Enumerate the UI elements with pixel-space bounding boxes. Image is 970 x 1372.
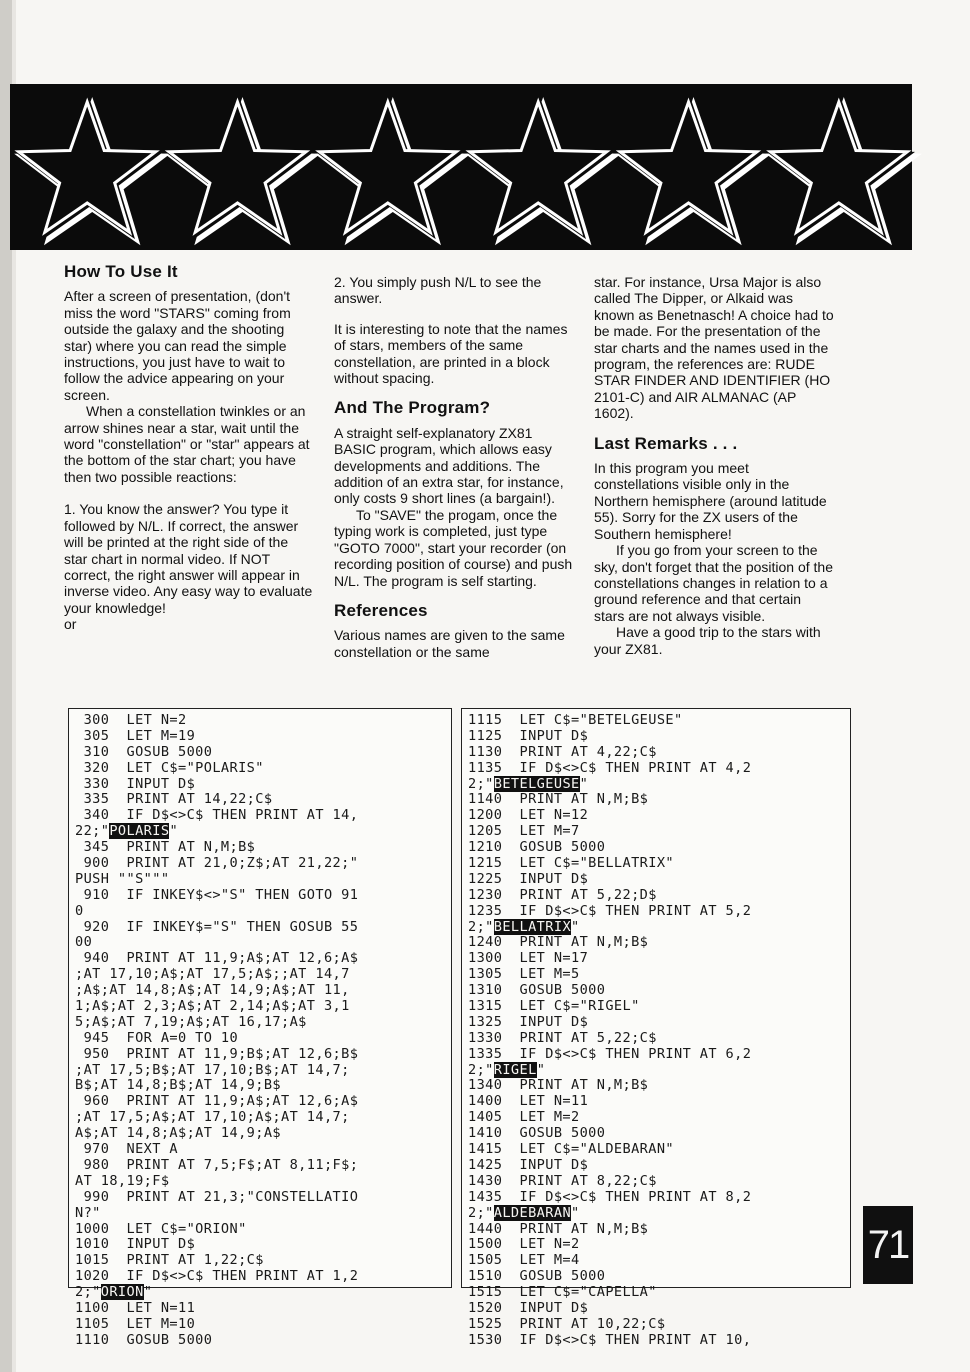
code-line <box>468 1222 850 1238</box>
code-line <box>75 856 451 872</box>
code-text: 990 PRINT AT 21,3;"CONSTELLATIO <box>75 1188 359 1205</box>
code-text: " <box>143 1284 153 1301</box>
code-text: 940 PRINT AT 11,9;A$;AT 12,6;A$ <box>75 950 359 967</box>
code-text: AT 18,19;F$ <box>75 1172 170 1189</box>
code-text: 1400 LET N=11 <box>468 1093 589 1110</box>
code-text: 1315 LET C$="RIGEL" <box>468 998 640 1015</box>
code-line <box>468 967 850 983</box>
code-text: 345 PRINT AT N,M;B$ <box>75 839 256 856</box>
star-icon <box>315 97 471 245</box>
heading-and-the-program: And The Program? <box>334 398 491 418</box>
code-text: 2;" <box>468 1061 494 1078</box>
code-line <box>468 999 850 1015</box>
code-line <box>468 1174 850 1190</box>
star-icon <box>14 97 170 245</box>
code-line <box>75 872 451 888</box>
code-line <box>75 1269 451 1285</box>
code-line <box>468 856 850 872</box>
code-line <box>468 1285 850 1301</box>
code-text: 00 <box>75 934 93 951</box>
code-line <box>468 808 850 824</box>
star-banner-graphic <box>10 84 912 250</box>
code-line <box>468 951 850 967</box>
code-text: 1330 PRINT AT 5,22;C$ <box>468 1029 657 1046</box>
code-text: 1200 LET N=12 <box>468 807 589 824</box>
code-line <box>468 1094 850 1110</box>
code-text: N?" <box>75 1204 101 1221</box>
code-text: 320 LET C$="POLARIS" <box>75 759 264 776</box>
code-line <box>75 1237 451 1253</box>
code-text: 5;A$;AT 7,19;A$;AT 16,17;A$ <box>75 1013 307 1030</box>
heading-last-remarks: Last Remarks . . . <box>594 433 738 453</box>
code-line <box>75 1206 451 1222</box>
code-text: 970 NEXT A <box>75 1141 179 1158</box>
paragraph: Various names are given to the same constellation or the same <box>334 627 565 660</box>
paragraph: 2. You simply push N/L to see the answer. <box>334 274 542 307</box>
paragraph: A straight self-explanatory ZX81 BASIC program, which allows easy developments and additions. The addition of an extra star, for instance, only costs 9 short lines (a bargain!). <box>334 424 564 507</box>
code-line <box>468 792 850 808</box>
code-text: 1020 IF D$<>C$ THEN PRINT AT 1,2 <box>75 1268 359 1285</box>
paragraph: After a screen of presentation, (don't miss the word "STARS" coming from outside the galaxy and the shooting star) where you can read the simple instructions, you just have to wait to follow the advice appearing on your screen. <box>64 288 291 403</box>
code-line <box>468 1142 850 1158</box>
code-text: 22;" <box>75 823 110 840</box>
code-line <box>75 840 451 856</box>
code-line <box>468 1333 850 1349</box>
code-text: 1505 LET M=4 <box>468 1252 580 1269</box>
code-line <box>75 920 451 936</box>
code-line <box>468 713 850 729</box>
code-text: ;AT 17,5;B$;AT 17,10;B$;AT 14,7; <box>75 1061 350 1078</box>
code-text: 1415 LET C$="ALDEBARAN" <box>468 1141 675 1158</box>
code-line <box>75 1094 451 1110</box>
code-text: 1235 IF D$<>C$ THEN PRINT AT 5,2 <box>468 902 752 919</box>
inverse-video-text: RIGEL <box>493 1061 537 1078</box>
code-text: 1300 LET N=17 <box>468 950 589 967</box>
code-text: 310 GOSUB 5000 <box>75 743 213 760</box>
code-line <box>468 1031 850 1047</box>
paragraph: When a constellation twinkles or an arrow shines near a star, wait until the word "constellation" or "star" appears at the bottom of the star chart; you have then two possible reactions: <box>64 403 310 485</box>
code-text: 0 <box>75 902 84 919</box>
code-text: B$;AT 14,8;B$;AT 14,9;B$ <box>75 1077 282 1094</box>
code-line <box>468 1047 850 1063</box>
code-line <box>75 1126 451 1142</box>
code-line <box>468 1078 850 1094</box>
code-line <box>75 1015 451 1031</box>
code-text: 1115 LET C$="BETELGEUSE" <box>468 712 683 728</box>
code-text: 910 IF INKEY$<>"S" THEN GOTO 91 <box>75 886 359 903</box>
code-text: A$;AT 14,8;A$;AT 14,9;A$ <box>75 1125 282 1142</box>
page-number: 71 <box>863 1206 913 1284</box>
code-line <box>468 1158 850 1174</box>
code-line <box>468 1110 850 1126</box>
code-text: 1110 GOSUB 5000 <box>75 1331 213 1348</box>
code-text: 1405 LET M=2 <box>468 1109 580 1126</box>
code-line <box>468 1015 850 1031</box>
code-line <box>468 1063 850 1079</box>
code-text: 1335 IF D$<>C$ THEN PRINT AT 6,2 <box>468 1045 752 1062</box>
code-line <box>75 777 451 793</box>
code-text: 2;" <box>468 775 494 792</box>
column-program <box>334 264 574 660</box>
code-line <box>468 729 850 745</box>
paragraph: It is interesting to note that the names of stars, members of the same constellation, are printed in a block without spacing. <box>334 320 568 387</box>
code-text: 305 LET M=19 <box>75 727 196 744</box>
code-line <box>468 1237 850 1253</box>
star-icon <box>616 97 772 245</box>
code-text: 1310 GOSUB 5000 <box>468 982 606 999</box>
code-text: 1340 PRINT AT N,M;B$ <box>468 1077 649 1094</box>
paragraph: star. For instance, Ursa Major is also called The Dipper, or Alkaid was known as Benetnasch! A choice had to be made. For the presentation of the star charts and the names used in the program, the references are: RUDE STAR FINDER AND IDENTIFIER (HO 2101-C) and AIR ALMANAC (AP 1602). <box>594 274 834 422</box>
code-line <box>468 888 850 904</box>
code-line <box>75 1301 451 1317</box>
code-line <box>75 729 451 745</box>
code-line <box>468 777 850 793</box>
code-text: 1440 PRINT AT N,M;B$ <box>468 1220 649 1237</box>
code-text: 1125 INPUT D$ <box>468 727 589 744</box>
code-text: 1010 INPUT D$ <box>75 1236 196 1253</box>
code-line <box>468 1190 850 1206</box>
code-text: " <box>579 775 589 792</box>
code-line <box>75 904 451 920</box>
paragraph: To "SAVE" the progam, once the typing work is completed, just type "GOTO 7000", start your recorder (on recording position of course) and push N/L. The program is self starting. <box>334 506 573 589</box>
code-line <box>75 1317 451 1333</box>
code-text: ;AT 17,5;A$;AT 17,10;A$;AT 14,7; <box>75 1109 350 1126</box>
code-text: 1140 PRINT AT N,M;B$ <box>468 791 649 808</box>
code-text: 1100 LET N=11 <box>75 1299 196 1316</box>
code-text: 1410 GOSUB 5000 <box>468 1125 606 1142</box>
code-text: PUSH ""S""" <box>75 870 170 887</box>
star-icon <box>766 97 922 245</box>
code-line <box>75 824 451 840</box>
code-line <box>75 999 451 1015</box>
code-line <box>75 1190 451 1206</box>
code-line <box>75 1110 451 1126</box>
code-line <box>75 1158 451 1174</box>
code-line <box>75 1174 451 1190</box>
code-line <box>75 1142 451 1158</box>
code-text: 950 PRINT AT 11,9;B$;AT 12,6;B$ <box>75 1045 359 1062</box>
code-text: 1;A$;AT 2,3;A$;AT 2,14;A$;AT 3,1 <box>75 998 350 1015</box>
code-text: 945 FOR A=0 TO 10 <box>75 1029 239 1046</box>
code-text: " <box>169 823 179 840</box>
code-line <box>468 1253 850 1269</box>
code-line <box>75 792 451 808</box>
code-text: 1000 LET C$="ORION" <box>75 1220 247 1237</box>
code-line <box>75 808 451 824</box>
code-text: 1520 INPUT D$ <box>468 1299 589 1316</box>
program-listing-left <box>68 708 452 1348</box>
code-text: " <box>536 1061 546 1078</box>
code-text: 1305 LET M=5 <box>468 966 580 983</box>
paragraph: 1. You know the answer? You type it followed by N/L. If correct, the answer will be printed at the right side of the star chart in normal video. If NOT correct, the right answer will appear in inverse video. Any easy way to evaluate your knowledge! <box>64 501 313 616</box>
code-text: 1510 GOSUB 5000 <box>468 1268 606 1285</box>
code-text: 1425 INPUT D$ <box>468 1156 589 1173</box>
code-text: 330 INPUT D$ <box>75 775 196 792</box>
code-line <box>468 872 850 888</box>
code-line <box>468 824 850 840</box>
code-line <box>75 745 451 761</box>
code-text: 1230 PRINT AT 5,22;D$ <box>468 886 657 903</box>
code-line <box>75 1253 451 1269</box>
code-text: 920 IF INKEY$="S" THEN GOSUB 55 <box>75 918 359 935</box>
star-icon <box>165 97 321 245</box>
code-line <box>75 1222 451 1238</box>
code-text: 2;" <box>468 1204 494 1221</box>
code-line <box>468 904 850 920</box>
code-line <box>75 983 451 999</box>
code-text: 1325 INPUT D$ <box>468 1013 589 1030</box>
code-line <box>468 983 850 999</box>
code-text: ;A$;AT 14,8;A$;AT 14,9;A$;AT 11, <box>75 982 350 999</box>
heading-how-to-use: How To Use It <box>64 262 178 281</box>
code-line <box>75 713 451 729</box>
code-line <box>468 920 850 936</box>
code-text: 1105 LET M=10 <box>75 1315 196 1332</box>
inverse-video-text: ORION <box>100 1284 144 1301</box>
code-text: " <box>571 918 580 935</box>
code-line <box>75 1063 451 1079</box>
code-text: 1525 PRINT AT 10,22;C$ <box>468 1315 666 1332</box>
code-line <box>468 1301 850 1317</box>
code-line <box>75 967 451 983</box>
star-banner <box>10 84 912 250</box>
code-line <box>75 1333 451 1349</box>
code-text: " <box>571 1204 580 1221</box>
code-text: 1205 LET M=7 <box>468 823 580 840</box>
code-text: 1530 IF D$<>C$ THEN PRINT AT 10, <box>468 1331 752 1348</box>
paragraph: In this program you meet constellations visible only in the Northern hemisphere (around latitude 55). Sorry for the ZX users of the Southern hemisphere! <box>594 460 827 542</box>
code-text: 960 PRINT AT 11,9;A$;AT 12,6;A$ <box>75 1093 359 1110</box>
star-icon <box>465 97 621 245</box>
code-text: 1515 LET C$="CAPELLA" <box>468 1284 657 1301</box>
code-line <box>75 1285 451 1301</box>
code-text: 340 IF D$<>C$ THEN PRINT AT 14, <box>75 807 359 824</box>
code-text: 900 PRINT AT 21,0;Z$;AT 21,22;" <box>75 855 359 872</box>
code-text: 1500 LET N=2 <box>468 1236 580 1253</box>
code-text: 1215 LET C$="BELLATRIX" <box>468 855 675 872</box>
code-text: ;AT 17,10;A$;AT 17,5;A$;;AT 14,7 <box>75 966 350 983</box>
paragraph: Have a good trip to the stars with your ZX81. <box>594 624 821 657</box>
code-line <box>468 935 850 951</box>
code-text: 2;" <box>75 1284 101 1301</box>
code-line <box>468 1126 850 1142</box>
code-line <box>468 1206 850 1222</box>
code-line <box>75 1031 451 1047</box>
code-text: 2;" <box>468 918 494 935</box>
code-line <box>75 1047 451 1063</box>
code-text: 1135 IF D$<>C$ THEN PRINT AT 4,2 <box>468 759 752 776</box>
paragraph: If you go from your screen to the sky, don't forget that the position of the constellations changes in relation to a ground reference and that certain stars are not always visible. <box>594 542 834 624</box>
code-line <box>468 840 850 856</box>
inverse-video-text: BELLATRIX <box>493 918 572 935</box>
code-text: 300 LET N=2 <box>75 712 187 728</box>
code-text: 1435 IF D$<>C$ THEN PRINT AT 8,2 <box>468 1188 752 1205</box>
column-how-to-use <box>64 264 314 633</box>
code-line <box>75 935 451 951</box>
code-line <box>468 761 850 777</box>
inverse-video-text: BETELGEUSE <box>493 775 580 792</box>
code-text: 1240 PRINT AT N,M;B$ <box>468 934 649 951</box>
code-text: 980 PRINT AT 7,5;F$;AT 8,11;F$; <box>75 1156 359 1173</box>
code-line <box>468 745 850 761</box>
code-text: 1130 PRINT AT 4,22;C$ <box>468 743 657 760</box>
code-line <box>75 1078 451 1094</box>
code-text: 1430 PRINT AT 8,22;C$ <box>468 1172 657 1189</box>
code-text: 1210 GOSUB 5000 <box>468 839 606 856</box>
program-listing-right <box>461 708 851 1348</box>
code-text: 1015 PRINT AT 1,22;C$ <box>75 1252 264 1269</box>
column-remarks <box>594 264 834 657</box>
code-text: 1225 INPUT D$ <box>468 870 589 887</box>
paragraph: or <box>64 616 77 633</box>
code-text: 335 PRINT AT 14,22;C$ <box>75 791 273 808</box>
code-line <box>75 761 451 777</box>
inverse-video-text: ALDEBARAN <box>493 1204 572 1221</box>
code-line <box>75 951 451 967</box>
code-line <box>468 1269 850 1285</box>
heading-references: References <box>334 600 428 620</box>
inverse-video-text: POLARIS <box>109 823 170 840</box>
code-line <box>75 888 451 904</box>
code-line <box>468 1317 850 1333</box>
